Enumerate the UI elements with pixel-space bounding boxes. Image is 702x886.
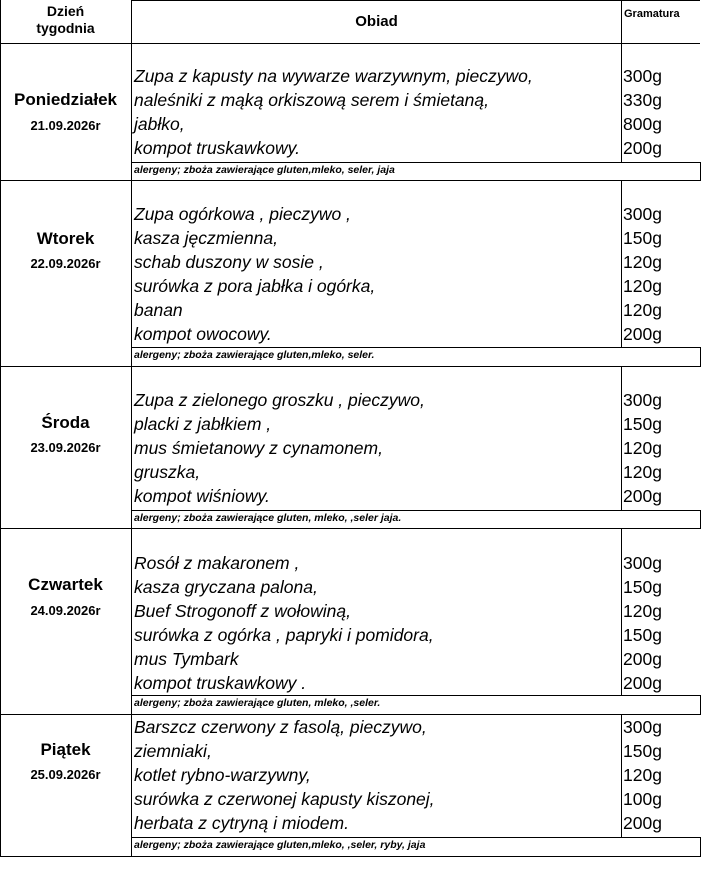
- dish-item: kompot owocowy.: [134, 324, 272, 344]
- dish-item: mus śmietanowy z cynamonem,: [134, 438, 383, 458]
- allergen-note: alergeny; zboża zawierające gluten,mleko, seler, jaja: [134, 164, 395, 176]
- dish-grams: 300g: [623, 553, 662, 573]
- dish-item: surówka z czerwonej kapusty kiszonej,: [134, 789, 435, 809]
- dish-grams: 120g: [623, 300, 662, 320]
- day-bottom-border: [0, 856, 701, 857]
- day-name: Czwartek: [28, 575, 103, 594]
- dish-grams: 300g: [623, 66, 662, 86]
- dish-grams: 200g: [623, 138, 662, 158]
- dish-grams: 800g: [623, 114, 662, 134]
- dish-grams: 100g: [623, 789, 662, 809]
- allergen-note: alergeny; zboża zawierające gluten, mleko, ,seler jaja.: [134, 512, 402, 524]
- allergen-row-top-border: [131, 837, 700, 838]
- day-bottom-border: [0, 366, 701, 367]
- allergen-row-right-border: [700, 837, 701, 856]
- allergen-note: alergeny; zboża zawierające gluten,mleko, ,seler, ryby, jaja: [134, 839, 426, 851]
- allergen-row-right-border: [700, 510, 701, 528]
- day-column-divider: [131, 0, 132, 856]
- header-bottom-border: [0, 43, 700, 44]
- grams-column-divider: [621, 180, 622, 347]
- dish-item: Buef Strogonoff z wołowiną,: [134, 601, 351, 621]
- dish-item: placki z jabłkiem ,: [134, 414, 272, 434]
- dish-grams: 300g: [623, 204, 662, 224]
- grams-column-divider: [621, 366, 622, 510]
- dish-item: herbata z cytryną i miodem.: [134, 813, 349, 833]
- dish-grams: 150g: [623, 741, 662, 761]
- allergen-note: alergeny; zboża zawierające gluten,mleko, seler.: [134, 349, 375, 361]
- dish-item: kotlet rybno-warzywny,: [134, 765, 311, 785]
- dish-grams: 150g: [623, 414, 662, 434]
- day-date: 25.09.2026r: [30, 767, 101, 782]
- dish-grams: 120g: [623, 462, 662, 482]
- allergen-row-top-border: [131, 695, 700, 696]
- dish-grams: 200g: [623, 813, 662, 833]
- dish-item: kompot wiśniowy.: [134, 486, 270, 506]
- grams-column-divider: [621, 714, 622, 837]
- header-day-line1: Dzień: [46, 3, 85, 19]
- allergen-note: alergeny; zboża zawierające gluten, mleko, ,seler.: [134, 697, 381, 709]
- day-date: 23.09.2026r: [30, 440, 101, 455]
- header-day-label: [0, 3, 131, 37]
- dish-grams: 200g: [623, 673, 662, 693]
- day-date: 22.09.2026r: [30, 256, 101, 271]
- dish-item: surówka z pora jabłka i ogórka,: [134, 276, 376, 296]
- header-meal-label: Obiad: [355, 13, 398, 30]
- table-top-border: [131, 0, 700, 1]
- dish-grams: 200g: [623, 324, 662, 344]
- dish-item: Zupa z kapusty na wywarze warzywnym, pieczywo,: [134, 66, 533, 86]
- day-name: Piątek: [40, 740, 91, 759]
- dish-item: banan: [134, 300, 183, 320]
- day-name: Środa: [41, 413, 90, 432]
- dish-item: Barszcz czerwony z fasolą, pieczywo,: [134, 717, 427, 737]
- allergen-row-right-border: [700, 162, 701, 180]
- dish-grams: 300g: [623, 390, 662, 410]
- day-date: 24.09.2026r: [30, 603, 101, 618]
- dish-grams: 120g: [623, 438, 662, 458]
- allergen-row-right-border: [700, 347, 701, 366]
- grams-column-divider: [621, 43, 622, 162]
- dish-item: kompot truskawkowy .: [134, 673, 307, 693]
- grams-column-divider: [621, 0, 622, 43]
- dish-grams: 120g: [623, 601, 662, 621]
- allergen-row-top-border: [131, 162, 700, 163]
- dish-grams: 120g: [623, 252, 662, 272]
- day-name: Wtorek: [36, 229, 95, 248]
- dish-grams: 200g: [623, 649, 662, 669]
- dish-item: Zupa z zielonego groszku , pieczywo,: [134, 390, 425, 410]
- dish-grams: 330g: [623, 90, 662, 110]
- dish-grams: 120g: [623, 276, 662, 296]
- dish-item: schab duszony w sosie ,: [134, 252, 324, 272]
- dish-item: Zupa ogórkowa , pieczywo ,: [134, 204, 351, 224]
- day-date: 21.09.2026r: [30, 118, 101, 133]
- dish-grams: 200g: [623, 486, 662, 506]
- dish-item: kasza jęczmienna,: [134, 228, 278, 248]
- allergen-row-top-border: [131, 510, 700, 511]
- allergen-row-right-border: [700, 695, 701, 714]
- dish-item: naleśniki z mąką orkiszową serem i śmietaną,: [134, 90, 489, 110]
- dish-grams: 120g: [623, 765, 662, 785]
- dish-grams: 150g: [623, 577, 662, 597]
- dish-item: mus Tymbark: [134, 649, 239, 669]
- header-grams-label: Gramatura: [624, 8, 680, 20]
- dish-grams: 150g: [623, 625, 662, 645]
- allergen-row-top-border: [131, 347, 700, 348]
- dish-grams: 300g: [623, 717, 662, 737]
- header-day-line2: tygodnia: [36, 20, 95, 36]
- dish-item: Rosół z makaronem ,: [134, 553, 300, 573]
- grams-column-divider: [621, 528, 622, 695]
- dish-item: kasza gryczana palona,: [134, 577, 318, 597]
- dish-item: jabłko,: [134, 114, 185, 134]
- day-bottom-border: [0, 180, 701, 181]
- dish-grams: 150g: [623, 228, 662, 248]
- day-name: Poniedziałek: [14, 90, 117, 109]
- dish-item: gruszka,: [134, 462, 201, 482]
- dish-item: ziemniaki,: [134, 741, 212, 761]
- dish-item: surówka z ogórka , papryki i pomidora,: [134, 625, 434, 645]
- dish-item: kompot truskawkowy.: [134, 138, 300, 158]
- day-bottom-border: [0, 528, 701, 529]
